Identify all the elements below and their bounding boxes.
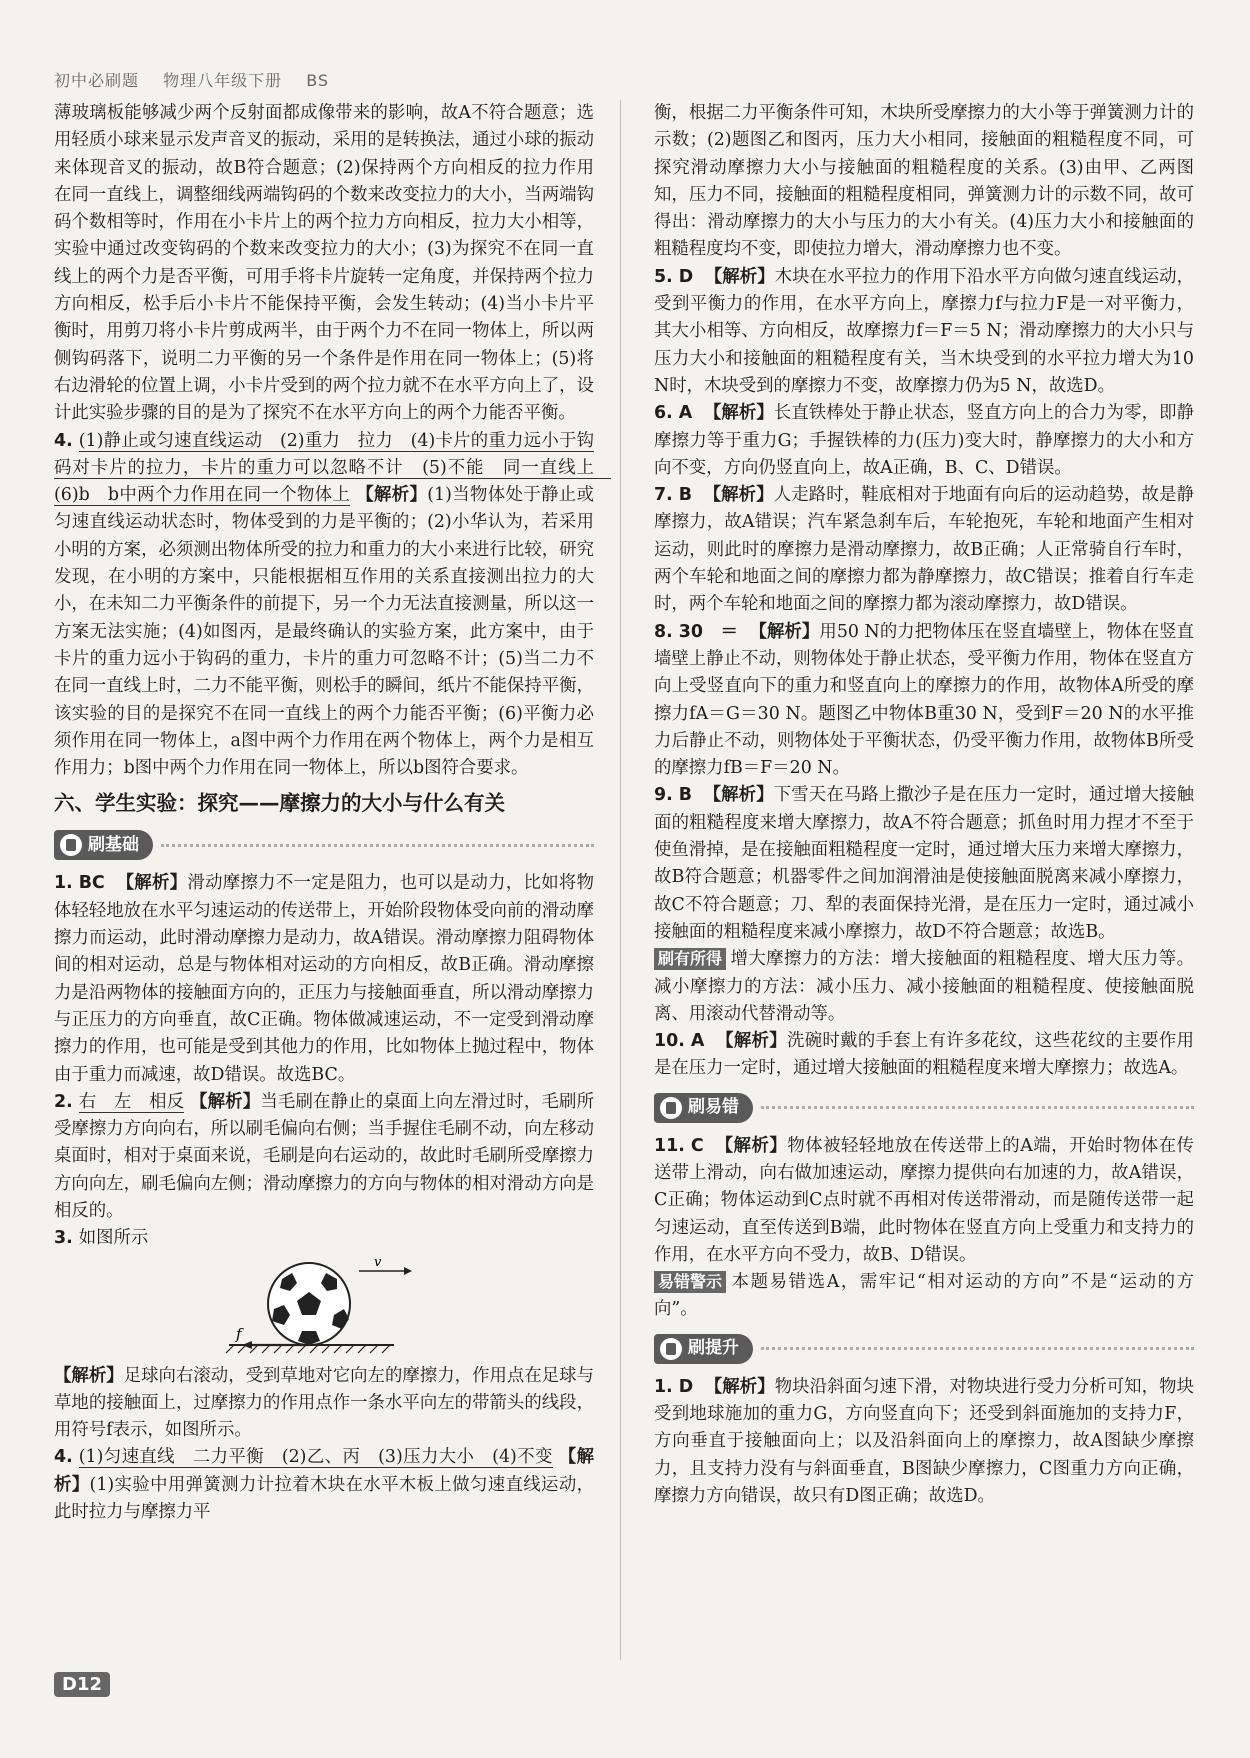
answer-item-11: 11. C 【解析】物体被轻轻地放在传送带上的A端，开始时物体在传送带上滑动，向右做加速运动，摩擦力提供向右加速的力，故A错误，C正确；物体运动到C点时就不再相对传送带滑动，而是随传送带一起匀速运动，直至传送到B端，此时物体在竖直方向上受重力和支持力的作用，在水平方向不受力，故B、D错误。 <box>654 1135 1195 1265</box>
velocity-label: v <box>374 1256 382 1270</box>
pill-up: 刷提升 <box>654 1334 753 1364</box>
brush-icon <box>660 1097 682 1119</box>
answer-item-7: 7. B 【解析】人走路时，鞋底相对于地面有向后的运动趋势，故是静摩擦力，故A错误；汽车紧急刹车后，车轮抱死，车轮和地面产生相对运动，则此时的摩擦力是滑动摩擦力，故B正确；人正常骑自行车时，两个车轮和地面之间的摩擦力都为静摩擦力，故C错误；推着自行车走时，两个车轮和地面之间的摩擦力都为滚动摩擦力，故D错误。 <box>654 485 1194 615</box>
answer-item-up-1: 1. D 【解析】物块沿斜面匀速下滑，对物块进行受力分析可知，物块受到地球施加的重力G，方向竖直向下；还受到斜面施加的支持力F，方向垂直于接触面向上；以及沿斜面向上的摩擦力，故A图缺少摩擦力，且支持力没有与斜面垂直，B图缺少摩擦力，C图重力方向正确，摩擦力方向错误，故只有D图正确；故选D。 <box>654 1376 1194 1506</box>
brush-icon <box>660 1338 682 1360</box>
analysis-tag: 【解析】 <box>356 485 428 506</box>
note-gains: 刷有所得 增大摩擦力的方法：增大接触面的粗糙程度、增大压力等。减小摩擦力的方法：减小压力、减小接触面的粗糙程度、使接触面脱离、用滚动代替滑动等。 <box>654 949 1194 1024</box>
series-name: 初中必刷题 <box>54 71 140 90</box>
pill-error-row <box>654 1091 1194 1125</box>
answer-item-8: 8. 30 ＝ 【解析】用50 N的力把物体压在竖直墙壁上，物体在竖直墙壁上静止不动，则物体处于静止状态，受平衡力作用，物体在竖直方向上受竖直向下的重力和竖直向上的摩擦力的作用，故物体A所受的摩擦力fA＝G＝30 N。题图乙中物体B重30 N，受到F＝20 N的水平推力后静止不动，则物体处于平衡状态，仍受平衡力作用，故物体B所受的摩擦力fB＝F＝20 N。 <box>654 621 1194 779</box>
dotted-line <box>761 1347 1194 1350</box>
note-label: 易错警示 <box>654 1271 726 1293</box>
page-header <box>54 68 347 91</box>
edition: BS <box>306 71 330 90</box>
answer-item-5: 5. D 【解析】木块在水平拉力的作用下沿水平方向做匀速直线运动，受到平衡力的作用，在水平方向上，摩擦力f与拉力F是一对平衡力，其大小相等、方向相反，故摩擦力f＝F＝5 N；滑动摩擦力的大小只与压力大小和接触面的粗糙程度有关，当木块受到的水平拉力增大为10 N时，木块受到的摩擦力不变，故摩擦力仍为5 N，故选D。 <box>654 266 1194 396</box>
note-warning: 易错警示 本题易错选A，需牢记“相对运动的方向”不是“运动的方向”。 <box>654 1272 1194 1320</box>
continued-paragraph-right: 衡，根据二力平衡条件可知，木块所受摩擦力的大小等于弹簧测力计的示数；(2)题图乙和图丙，压力大小相同，接触面的粗糙程度不同，可探究滑动摩擦力大小与接触面的粗糙程度的关系。(3)由甲、乙两图知，压力不同，接触面的粗糙程度相同，弹簧测力计的示数不同，故可得出：滑动摩擦力的大小与压力的大小有关。(4)压力大小和接触面的粗糙程度均不变，即使拉力增大，滑动摩擦力也不变。 <box>654 103 1194 260</box>
friction-label: f <box>236 1324 242 1343</box>
pill-error: 刷易错 <box>654 1093 753 1123</box>
answer-item-10: 10. A 【解析】洗碗时戴的手套上有许多花纹，这些花纹的主要作用是在压力一定时，通过增大接触面的粗糙程度来增大摩擦力；故选A。 <box>654 1031 1194 1079</box>
soccer-ball-diagram <box>54 1257 594 1357</box>
answer-item-6: 6. A 【解析】长直铁棒处于静止状态，竖直方向上的合力为零，即静摩擦力等于重力G；手握铁棒的力(压力)变大时，静摩擦力的大小和方向不变，方向仍竖直向上，故A正确，B、C、D错误。 <box>654 403 1194 478</box>
brush-icon <box>60 834 82 856</box>
left-column <box>54 100 612 1526</box>
note-label: 刷有所得 <box>654 948 726 970</box>
book-name: 物理八年级下册 <box>163 71 283 90</box>
analysis-body: (1)当物体处于静止或匀速直线运动状态时，物体受到的力是平衡的；(2)小华认为，若采用小明的方案，必须测出物体所受的拉力和重力的大小来进行比较，研究发现，在小明的方案中，只能根据相互作用的关系直接测出拉力的大小，在未知二力平衡条件的前提下，另一个力无法直接测量，所以这一方案无法实施；(4)如图丙，是最终确认的实验方案，此方案中，由于卡片的重力远小于钩码的重力，卡片的重力可忽略不计；(5)当二力不在同一直线上时，二力不能平衡，则松手的瞬间，纸片不能保持平衡，该实验的目的是探究不在同一直线上的两个力能否平衡；(6)平衡力必须作用在同一物体上，a图中两个力作用在两个物体上，两个力是相互作用力；b图中两个力作用在同一物体上，所以b图符合要求。 <box>54 485 594 779</box>
answer-item-3: 3. 如图所示 <box>54 1228 149 1249</box>
answer-item-1: 1. BC 【解析】滑动摩擦力不一定是阻力，也可以是动力，比如将物体轻轻地放在水平匀速运动的传送带上，开始阶段物体受向前的滑动摩擦力而运动，此时滑动摩擦力是动力，故A错误。滑动摩擦力阻碍物体间的相对运动，总是与物体相对运动的方向相反，故B正确。滑动摩擦力是沿两物体的接触面方向的，正压力与接触面垂直，所以滑动摩擦力与正压力的方向垂直，故C正确。物体做减速运动，不一定受到滑动摩擦力的作用，也可能是受到其他力的作用，比如物体上抛过程中，物体由于重力而减速，故D错误。故选BC。 <box>54 873 594 1085</box>
page-number: D12 <box>54 1672 110 1697</box>
answer-text: (1)静止或匀速直线运动 (2)重力 拉力 (4)卡片的重力远小于钩码对卡片的拉力，卡片的重力可以忽略不计 (5)不能 同一直线上 (6)b b中两个力作用在同一个物体上 <box>54 430 612 506</box>
column-divider <box>620 100 621 1660</box>
right-column <box>654 100 1194 1510</box>
pill-up-row <box>654 1332 1194 1366</box>
pill-basic: 刷基础 <box>54 830 153 860</box>
soccer-ball-figure <box>54 1257 594 1357</box>
section-title: 六、学生实验：探究——摩擦力的大小与什么有关 <box>54 791 505 816</box>
answer-item-4: 4. (1)静止或匀速直线运动 (2)重力 拉力 (4)卡片的重力远小于钩码对卡片的拉力，卡片的重力可以忽略不计 (5)不能 同一直线上 (6)b b中两个力作用在同一个物体上 【解析】(1)当物体处于静止或匀速直线运动状态时，物体受到的力是平衡的；(2)小华认为，若采用小明的方案，必须测出物体所受的拉力和重力的大小来进行比较，研究发现，在小明的方案中，只能根据相互作用的关系直接测出拉力的大小，在未知二力平衡条件的前提下，另一个力无法直接测量，所以这一方案无法实施；(4)如图丙，是最终确认的实验方案，此方案中，由于卡片的重力远小于钩码的重力，卡片的重力可忽略不计；(5)当二力不在同一直线上时，二力不能平衡，则松手的瞬间，纸片不能保持平衡，该实验的目的是探究不在同一直线上的两个力能否平衡；(6)平衡力必须作用在同一物体上，a图中两个力作用在两个物体上，两个力是相互作用力；b图中两个力作用在同一物体上，所以b图符合要求。 <box>54 430 612 779</box>
dotted-line <box>761 1106 1194 1109</box>
answer-item-4b: 4. (1)匀速直线 二力平衡 (2)乙、丙 (3)压力大小 (4)不变 【解析】(1)实验中用弹簧测力计拉着木块在水平木板上做匀速直线运动，此时拉力与摩擦力平 <box>54 1447 594 1523</box>
answer-item-9: 9. B 【解析】下雪天在马路上撒沙子是在压力一定时，通过增大接触面的粗糙程度来增大摩擦力，故A不符合题意；抓鱼时用力捏才不至于使鱼滑掉，是在接触面粗糙程度一定时，通过增大压力来增大摩擦力，故B符合题意；机器零件之间加润滑油是使接触面脱离来减小摩擦力，故C不符合题意；刀、犁的表面保持光滑，是在压力一定时，通过减小接触面的粗糙程度来减小摩擦力，故D不符合题意；故选B。 <box>654 785 1194 942</box>
answer-item-2: 2. 右 左 相反 【解析】当毛刷在静止的桌面上向左滑过时，毛刷所受摩擦力方向向右，所以刷毛偏向右侧；当手握住毛刷不动，向左移动桌面时，相对于桌面来说，毛刷是向右运动的，故此时毛刷所受摩擦力方向向左，刷毛偏向左侧；滑动摩擦力的方向与物体的相对滑动方向是相反的。 <box>54 1091 594 1221</box>
analysis-item-3: 【解析】足球向右滚动，受到草地对它向左的摩擦力，作用点在足球与草地的接触面上，过摩擦力的作用点作一条水平向左的带箭头的线段，用符号f表示，如图所示。 <box>54 1365 594 1441</box>
pill-basic-row <box>54 828 594 862</box>
continued-paragraph: 薄玻璃板能够减少两个反射面都成像带来的影响，故A不符合题意；选用轻质小球来显示发声音叉的振动，采用的是转换法，通过小球的振动来体现音叉的振动，故B符合题意；(2)保持两个方向相反的拉力作用在同一直线上，调整细线两端钩码的个数来改变拉力的大小，当两端钩码个数相等时，作用在小卡片上的两个拉力方向相反，拉力大小相等，实验中通过改变钩码的个数来改变拉力的大小；(3)为探究不在同一直线上的两个力是否平衡，可用手将卡片旋转一定角度，并保持两个拉力方向相反，松手后小卡片不能保持平衡，会发生转动；(4)当小卡片平衡时，用剪刀将小卡片剪成两半，由于两个力不在同一物体上，所以两侧钩码落下，说明二力平衡的另一个条件是作用在同一物体上；(5)将右边滑轮的位置上调，小卡片受到的两个拉力就不在水平方向上了，设计此实验步骤的目的是为了探究不在水平方向上的两个力能否平衡。 <box>54 103 594 424</box>
dotted-line <box>161 844 594 847</box>
